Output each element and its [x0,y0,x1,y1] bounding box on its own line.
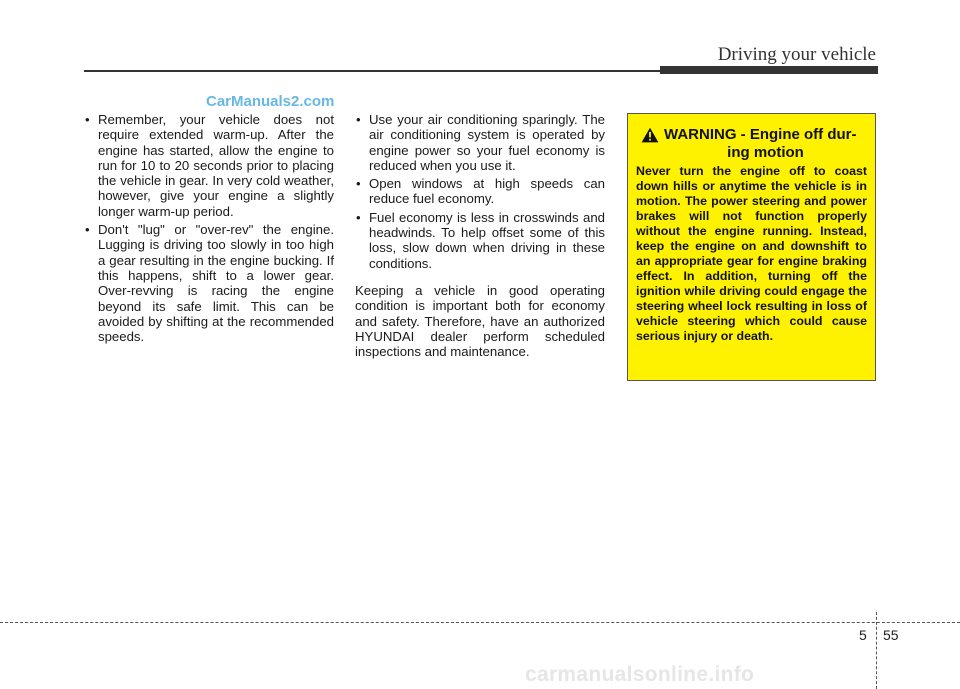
bullet-icon: • [85,222,90,238]
warning-title: WARNING - Engine off dur- [664,126,857,143]
list-item-text: Remember, your vehicle does not require extended warm-up. After the engine has started, allow the engine to run for 10 to 20 seconds prior to placing the vehicle in gear. In very cold weather, however, give your engine a slightly longer warm-up period. [98,112,334,219]
list-item-text: Don't "lug" or "over-rev" the engine. Lugging is driving too slowly in too high a gear resulting in the engine bucking. If this happens, shift to a lower gear. Over-revving is racing the engine beyond its safe limit. This can be avoided by shifting at the recommended speeds. [98,222,334,345]
footer-page-separator [876,612,877,689]
watermark-top: CarManuals2.com [206,93,335,110]
body-paragraph: Keeping a vehicle in good operating condition is important both for economy and safety. Therefore, have an authorized HYUNDAI dealer perform scheduled inspections and maintenance. [355,282,605,360]
header-rule [84,70,662,72]
warning-text: Never turn the engine off to coast down hills or anytime the vehicle is in motion. The power steering and power brakes will not function properly without the engine running. Instead, keep the engine on and downshift to an appropriate gear for engine braking effect. In addition, turning off the ignition while driving could engage the steering wheel lock resulting in loss of vehicle steering which could cause serious injury or death. [636,164,867,343]
chapter-number: 5 [859,627,867,643]
warning-title-continued: ing motion [727,144,804,161]
watermark-bottom: carmanualsonline.info [525,663,755,686]
list-item [84,112,334,219]
list-item-text: Use your air conditioning sparingly. The air conditioning system is operated by engine power so your fuel economy is reduced when you use it. [369,112,605,173]
list-item [84,222,334,344]
page-number: 55 [883,627,899,643]
header-rule-accent [660,66,878,74]
list-item [355,210,605,271]
list-item [355,176,605,207]
list-item-text: Open windows at high speeds can reduce fuel economy. [369,176,605,207]
list-item [355,112,605,173]
footer-divider [0,622,960,623]
section-title: Driving your vehicle [717,44,876,65]
bullet-icon: • [356,112,361,127]
list-item-text: Fuel economy is less in crosswinds and headwinds. To help offset some of this loss, slow down when driving in these conditions. [369,209,605,271]
warning-triangle-icon [641,127,659,143]
column-left [84,112,334,347]
warning-box [627,113,876,381]
column-middle [355,112,605,359]
bullet-icon: • [356,209,361,225]
bullet-icon: • [85,112,90,127]
bullet-icon: • [356,176,361,192]
